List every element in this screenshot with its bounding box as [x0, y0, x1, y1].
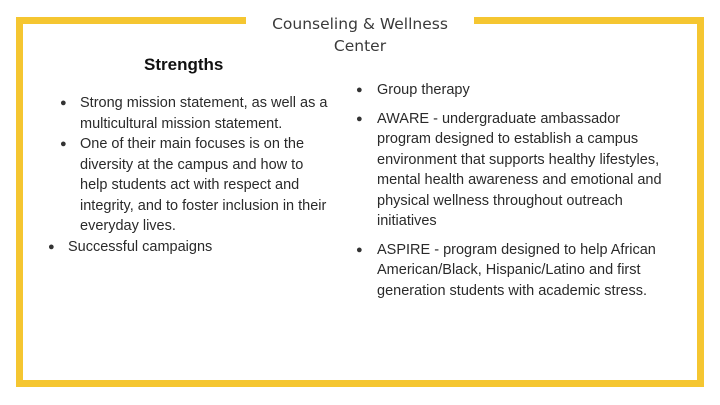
bullet-icon: ● — [356, 84, 363, 96]
page-title — [246, 13, 474, 57]
strengths-list — [48, 93, 330, 257]
list-item-text: Successful campaigns — [68, 238, 213, 255]
list-item — [60, 134, 330, 237]
list-item — [356, 80, 666, 101]
title-line-1: Counseling & Wellness — [272, 15, 448, 33]
bullet-icon: ● — [356, 243, 363, 256]
bullet-icon: ● — [48, 240, 55, 253]
strengths-heading: Strengths — [144, 55, 224, 74]
list-item — [60, 93, 330, 134]
title-line-2: Center — [333, 37, 387, 55]
programs-list — [356, 80, 666, 309]
list-item-text: Strong mission statement, as well as a multicultural mission statement. — [80, 95, 328, 132]
list-item — [356, 109, 666, 232]
list-item-text: ASPIRE - program designed to help African American/Black, Hispanic/Latino and first generation students with academic stress. — [377, 241, 656, 299]
bullet-icon: ● — [356, 112, 363, 125]
bullet-icon: ● — [60, 138, 67, 150]
list-item — [48, 237, 330, 258]
list-item-text: Group therapy — [377, 82, 470, 98]
bullet-icon: ● — [60, 97, 67, 109]
list-item-text: One of their main focuses is on the diversity at the campus and how to help students act with respect and integrity, and to foster inclusion in their everyday lives. — [80, 136, 327, 234]
list-item-text: AWARE - undergraduate ambassador program designed to establish a campus environment that supports healthy lifestyles, mental health awareness and emotional and physical wellness throughout outreach initiatives — [377, 110, 662, 229]
list-item — [356, 240, 666, 302]
